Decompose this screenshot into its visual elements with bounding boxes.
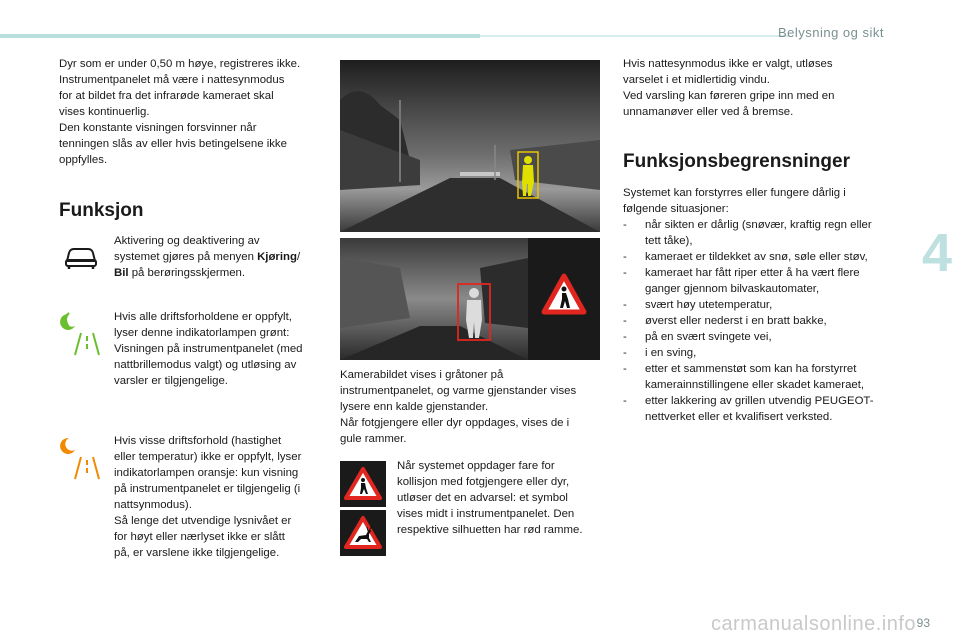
limitations-section: Systemet kan forstyrres eller fungere dårlig i følgende situasjoner: - når sikten er dårlig (snøvær, kraftig regn eller tett tåke), - kameraet er tildekket av snø, søle eller støv, - kameraet har fått riper etter å ha vært flere ganger gjennom bilvaskautomater, - svært høy utetemperatur, - øverst eller nederst i en bratt bakke, - på en svært svingete vei, - i en sving, - etter et sammenstøt som kan ha forstyrret kamerainnstillingene eller skadet kameraet, - etter lakkering av grillen utvendig PEUGEOT-nettverket eller et kvalifisert verksted. [623,185,888,425]
pedestrian-warning-icon [340,461,386,507]
warning-panel [528,238,600,360]
intro-paragraph: Dyr som er under 0,50 m høye, registreres ikke. Instrumentpanelet må være i nattesynmodus for at bildet fra det infrarøde kameraet skal vises kontinuerlig. Den konstante visningen forsvinner når tenningen slås av eller hvis betingelsene ikke oppfylles. [59,58,301,166]
list-item: - svært høy utetemperatur, [623,297,888,313]
warning-description: Når systemet oppdager fare for kollisjon med fotgjengere eller dyr, utløser det en advarsel: et symbol vises midt i instrumentpanelet. Den respektive silhuetten har rød ramme. [397,460,583,536]
thermal-camera-image-pedestrian [340,60,600,232]
watermark: carmanualsonline.info [710,613,916,635]
night-vision-green-icon [59,309,103,357]
thermal-camera-image-warning [340,238,528,360]
list-item: - øverst eller nederst i en bratt bakke, [623,313,888,329]
list-item: - etter lakkering av grillen utvendig PEUGEOT-nettverket eller et kvalifisert verksted. [623,393,888,425]
list-item: - når sikten er dårlig (snøvær, kraftig regn eller tett tåke), [623,217,888,249]
heading-funksjon: Funksjon [59,200,144,221]
chapter-number: 4 [921,223,952,283]
night-vision-orange-icon [59,433,103,481]
list-item: - i en sving, [623,345,888,361]
camera-caption: Kamerabildet vises i gråtoner på instrumentpanelet, og varme gjenstander vises lysere enn kalde gjenstander. Når fotgjengere eller dyr oppdages, vises de i gule rammer. [340,369,577,445]
section-title: Belysning og sikt [777,25,884,40]
header-rule-thin [480,35,790,37]
header-rule [0,34,480,38]
page-number: 93 [916,616,930,630]
list-item: - på en svært svingete vei, [623,329,888,345]
list-item: - kameraet er tildekket av snø, søle eller støv, [623,249,888,265]
col3-intro: Hvis nattesynmodus ikke er valgt, utløses varselet i et midlertidig vindu. Ved varsling kan føreren gripe inn med en unnamanøver eller ved å bremse. [623,58,835,118]
limitations-list [623,217,888,425]
animal-warning-icon [340,510,386,556]
list-item: - etter et sammenstøt som kan ha forstyrret kamerainnstillingene eller skadet kameraet, [623,361,888,393]
heading-funksjonsbegrensninger: Funksjonsbegrensninger [623,151,850,172]
list-item: - kameraet har fått riper etter å ha vært flere ganger gjennom bilvaskautomater, [623,265,888,297]
car-icon [59,233,103,277]
